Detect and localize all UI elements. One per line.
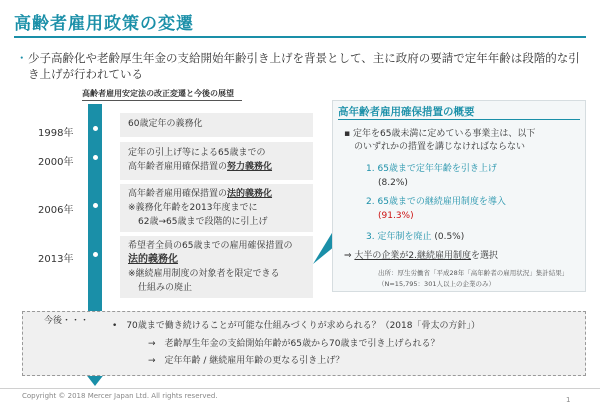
timeline-text-part: 高年齢者雇用確保措置の bbox=[128, 162, 228, 172]
measures-panel-title-underline bbox=[338, 119, 580, 120]
footer-divider bbox=[0, 388, 600, 389]
timeline-dot bbox=[93, 126, 98, 131]
year-1998: 1998年 bbox=[38, 128, 74, 139]
timeline-emphasis: 法的義務化 bbox=[227, 189, 273, 199]
source-note-n: （N=15,795：301人以上の企業のみ） bbox=[378, 280, 495, 288]
outlook-bullet bbox=[112, 318, 480, 331]
timeline-note: ※義務化年齢を2013年度までに bbox=[128, 203, 258, 213]
outlook-sub-1: → 老齢厚生年金の支給開始年齢が65歳から70歳まで引き上げられる？ bbox=[148, 339, 440, 349]
intro-bullet: ・ bbox=[16, 51, 28, 65]
timeline-note: ※継続雇用制度の対象者を限定できる bbox=[128, 269, 280, 279]
timeline-dot bbox=[93, 203, 98, 208]
option-text: 65歳までの継続雇用制度を導入 bbox=[377, 197, 506, 207]
measures-panel-desc bbox=[344, 128, 535, 154]
year-2006: 2006年 bbox=[38, 205, 74, 216]
timeline-box-2000 bbox=[120, 142, 313, 180]
option-2-value: (91.3%) bbox=[378, 211, 414, 221]
slide-title: 高齢者雇用政策の変遷 bbox=[14, 14, 194, 34]
measures-desc-text: 定年を65歳未満に定めている事業主は、以下 bbox=[352, 129, 536, 139]
arrow-right-icon: ⇒ bbox=[344, 251, 352, 261]
page-number: 1 bbox=[566, 396, 571, 404]
timeline-text: 希望者全員の65歳までの雇用確保措置の bbox=[128, 241, 293, 251]
measures-desc-line bbox=[344, 128, 535, 141]
option-text: 定年制を廃止 bbox=[377, 232, 432, 242]
conclusion-emphasis: 大半の企業が2.継続雇用制度 bbox=[354, 251, 472, 261]
outlook-bullet-text: 70歳まで働き続けることが可能な仕組みづくりが求められる？（2018「骨太の方針」） bbox=[126, 321, 480, 331]
option-1-value: (8.2%) bbox=[378, 178, 408, 188]
option-value: (0.5%) bbox=[434, 232, 465, 242]
timeline-note: 仕組みの廃止 bbox=[138, 283, 193, 293]
timeline-emphasis: 法的義務化 bbox=[128, 254, 178, 265]
outlook-label: 今後・・・ bbox=[44, 316, 90, 326]
outlook-sub-2: → 定年年齢 / 継続雇用年齢の更なる引き上げ？ bbox=[148, 356, 345, 366]
conclusion bbox=[344, 250, 498, 263]
source-note: 出所：厚生労働省「平成28年「高年齢者の雇用状況」集計結果」 bbox=[378, 269, 569, 277]
title-divider bbox=[14, 36, 586, 38]
year-2013: 2013年 bbox=[38, 254, 74, 265]
timeline-text: 60歳定年の義務化 bbox=[128, 119, 203, 129]
timeline-box-2006 bbox=[120, 184, 313, 232]
timeline-box-1998 bbox=[120, 113, 313, 137]
intro-body: 少子高齢化や老齢厚生年金の支給開始年齢引き上げを背景として、主に政府の要請で定年年齢は段階的な引き上げが行われている bbox=[28, 51, 580, 81]
timeline-note: 62歳→65歳まで段階的に引上げ bbox=[138, 217, 268, 227]
measures-panel-title: 高年齢者雇用確保措置の概要 bbox=[338, 106, 475, 118]
timeline-box-2013 bbox=[120, 236, 313, 298]
intro-text bbox=[16, 50, 588, 82]
option-3 bbox=[366, 231, 464, 244]
measures-desc-line: のいずれかの措置を講じなければならない bbox=[354, 142, 526, 152]
timeline-dot bbox=[93, 252, 98, 257]
timeline-dot bbox=[93, 155, 98, 160]
timeline-text bbox=[128, 187, 305, 201]
year-2000: 2000年 bbox=[38, 157, 74, 168]
option-number: 1. bbox=[366, 164, 375, 174]
timeline-heading: 高齢者雇用安定法の改正変遷と今後の展望 bbox=[82, 89, 234, 98]
panel-bullet: ▪ bbox=[344, 129, 353, 139]
timeline-heading-underline bbox=[82, 100, 242, 101]
copyright: Copyright © 2018 Mercer Japan Ltd. All rights reserved. bbox=[22, 392, 218, 400]
outlook-bullet-icon: • bbox=[112, 321, 127, 331]
option-text: 65歳まで定年年齢を引き上げ bbox=[377, 164, 497, 174]
timeline-text bbox=[128, 160, 305, 174]
option-2 bbox=[366, 196, 506, 209]
timeline-emphasis: 努力義務化 bbox=[227, 162, 273, 172]
timeline-text: 定年の引上げ等による65歳までの bbox=[128, 148, 266, 158]
option-1 bbox=[366, 163, 497, 176]
timeline-text-part: 高年齢者雇用確保措置の bbox=[128, 189, 228, 199]
conclusion-text: を選択 bbox=[471, 251, 499, 261]
option-number: 3. bbox=[366, 232, 375, 242]
option-number: 2. bbox=[366, 197, 375, 207]
